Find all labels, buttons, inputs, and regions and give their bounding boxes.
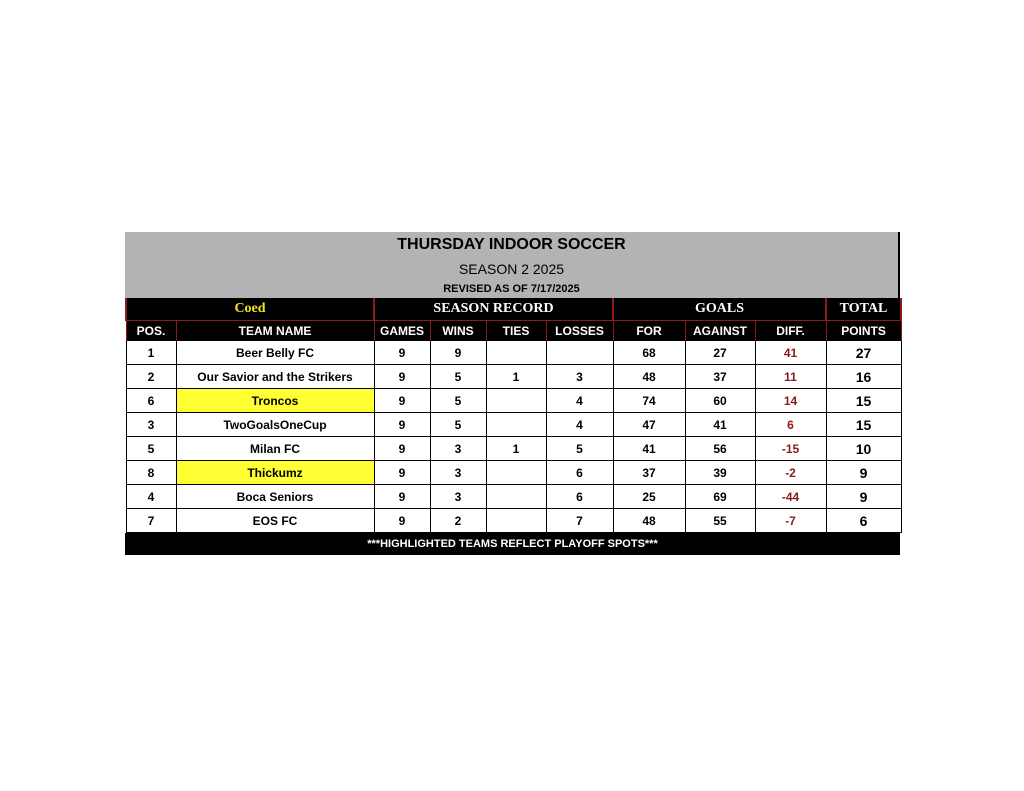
revised-date: REVISED AS OF 7/17/2025 xyxy=(443,283,580,295)
cell-diff: -7 xyxy=(755,509,826,533)
cell-diff: -2 xyxy=(755,461,826,485)
title-banner xyxy=(125,232,900,298)
cell-against: 56 xyxy=(685,437,755,461)
col-header-games: GAMES xyxy=(374,321,430,341)
cell-games: 9 xyxy=(374,485,430,509)
table-row xyxy=(126,389,901,413)
cell-team: Milan FC xyxy=(176,437,374,461)
cell-diff: 14 xyxy=(755,389,826,413)
cell-wins: 2 xyxy=(430,509,486,533)
cell-losses: 4 xyxy=(546,389,613,413)
col-header-points: POINTS xyxy=(826,321,901,341)
col-header-team: TEAM NAME xyxy=(176,321,374,341)
cell-for: 48 xyxy=(613,509,685,533)
cell-points: 6 xyxy=(826,509,901,533)
cell-against: 41 xyxy=(685,413,755,437)
cell-ties: 1 xyxy=(486,437,546,461)
cell-diff: 11 xyxy=(755,365,826,389)
cell-wins: 3 xyxy=(430,485,486,509)
cell-ties xyxy=(486,485,546,509)
cell-losses xyxy=(546,341,613,365)
cell-games: 9 xyxy=(374,437,430,461)
standings-table xyxy=(125,298,902,533)
col-header-losses: LOSSES xyxy=(546,321,613,341)
cell-wins: 5 xyxy=(430,365,486,389)
cell-pos: 7 xyxy=(126,509,176,533)
cell-pos: 2 xyxy=(126,365,176,389)
cell-diff: -44 xyxy=(755,485,826,509)
standings-sheet xyxy=(125,232,900,555)
cell-team: TwoGoalsOneCup xyxy=(176,413,374,437)
table-row xyxy=(126,485,901,509)
column-header-row xyxy=(126,321,901,341)
cell-wins: 5 xyxy=(430,389,486,413)
cell-points: 9 xyxy=(826,461,901,485)
col-header-diff: DIFF. xyxy=(755,321,826,341)
table-row xyxy=(126,437,901,461)
cell-losses: 6 xyxy=(546,485,613,509)
cell-team: Thickumz xyxy=(176,461,374,485)
table-row xyxy=(126,365,901,389)
cell-team: Our Savior and the Strikers xyxy=(176,365,374,389)
cell-for: 47 xyxy=(613,413,685,437)
cell-for: 68 xyxy=(613,341,685,365)
cell-for: 48 xyxy=(613,365,685,389)
cell-for: 74 xyxy=(613,389,685,413)
cell-points: 10 xyxy=(826,437,901,461)
cell-for: 41 xyxy=(613,437,685,461)
total-header: TOTAL xyxy=(826,298,901,321)
cell-wins: 3 xyxy=(430,437,486,461)
cell-points: 27 xyxy=(826,341,901,365)
table-row xyxy=(126,341,901,365)
cell-team: Boca Seniors xyxy=(176,485,374,509)
cell-points: 15 xyxy=(826,413,901,437)
col-header-ties: TIES xyxy=(486,321,546,341)
cell-against: 60 xyxy=(685,389,755,413)
cell-wins: 9 xyxy=(430,341,486,365)
cell-points: 16 xyxy=(826,365,901,389)
cell-wins: 5 xyxy=(430,413,486,437)
cell-pos: 5 xyxy=(126,437,176,461)
cell-games: 9 xyxy=(374,341,430,365)
table-row xyxy=(126,461,901,485)
cell-pos: 1 xyxy=(126,341,176,365)
cell-for: 25 xyxy=(613,485,685,509)
cell-losses: 5 xyxy=(546,437,613,461)
cell-games: 9 xyxy=(374,461,430,485)
cell-points: 15 xyxy=(826,389,901,413)
cell-against: 39 xyxy=(685,461,755,485)
goals-header: GOALS xyxy=(613,298,826,321)
cell-wins: 3 xyxy=(430,461,486,485)
table-row xyxy=(126,413,901,437)
cell-pos: 4 xyxy=(126,485,176,509)
group-header-row xyxy=(126,298,901,321)
cell-pos: 3 xyxy=(126,413,176,437)
season-label: SEASON 2 2025 xyxy=(458,261,565,277)
cell-pos: 8 xyxy=(126,461,176,485)
division-label: Coed xyxy=(126,298,374,321)
cell-losses: 7 xyxy=(546,509,613,533)
cell-ties xyxy=(486,341,546,365)
col-header-for: FOR xyxy=(613,321,685,341)
cell-games: 9 xyxy=(374,365,430,389)
cell-diff: -15 xyxy=(755,437,826,461)
cell-ties xyxy=(486,389,546,413)
cell-diff: 6 xyxy=(755,413,826,437)
cell-pos: 6 xyxy=(126,389,176,413)
cell-games: 9 xyxy=(374,389,430,413)
cell-team: Troncos xyxy=(176,389,374,413)
cell-ties xyxy=(486,461,546,485)
table-row xyxy=(126,509,901,533)
cell-diff: 41 xyxy=(755,341,826,365)
cell-team: Beer Belly FC xyxy=(176,341,374,365)
page-title: THURSDAY INDOOR SOCCER xyxy=(397,236,626,253)
cell-team: EOS FC xyxy=(176,509,374,533)
cell-against: 37 xyxy=(685,365,755,389)
cell-games: 9 xyxy=(374,413,430,437)
standings-body xyxy=(126,341,901,533)
cell-losses: 6 xyxy=(546,461,613,485)
col-header-wins: WINS xyxy=(430,321,486,341)
cell-points: 9 xyxy=(826,485,901,509)
cell-for: 37 xyxy=(613,461,685,485)
cell-ties xyxy=(486,413,546,437)
cell-against: 55 xyxy=(685,509,755,533)
season-record-header: SEASON RECORD xyxy=(374,298,613,321)
cell-losses: 3 xyxy=(546,365,613,389)
cell-ties: 1 xyxy=(486,365,546,389)
cell-losses: 4 xyxy=(546,413,613,437)
col-header-pos: POS. xyxy=(126,321,176,341)
playoff-note: ***HIGHLIGHTED TEAMS REFLECT PLAYOFF SPOTS*** xyxy=(125,533,900,555)
cell-against: 69 xyxy=(685,485,755,509)
cell-against: 27 xyxy=(685,341,755,365)
col-header-against: AGAINST xyxy=(685,321,755,341)
cell-games: 9 xyxy=(374,509,430,533)
cell-ties xyxy=(486,509,546,533)
